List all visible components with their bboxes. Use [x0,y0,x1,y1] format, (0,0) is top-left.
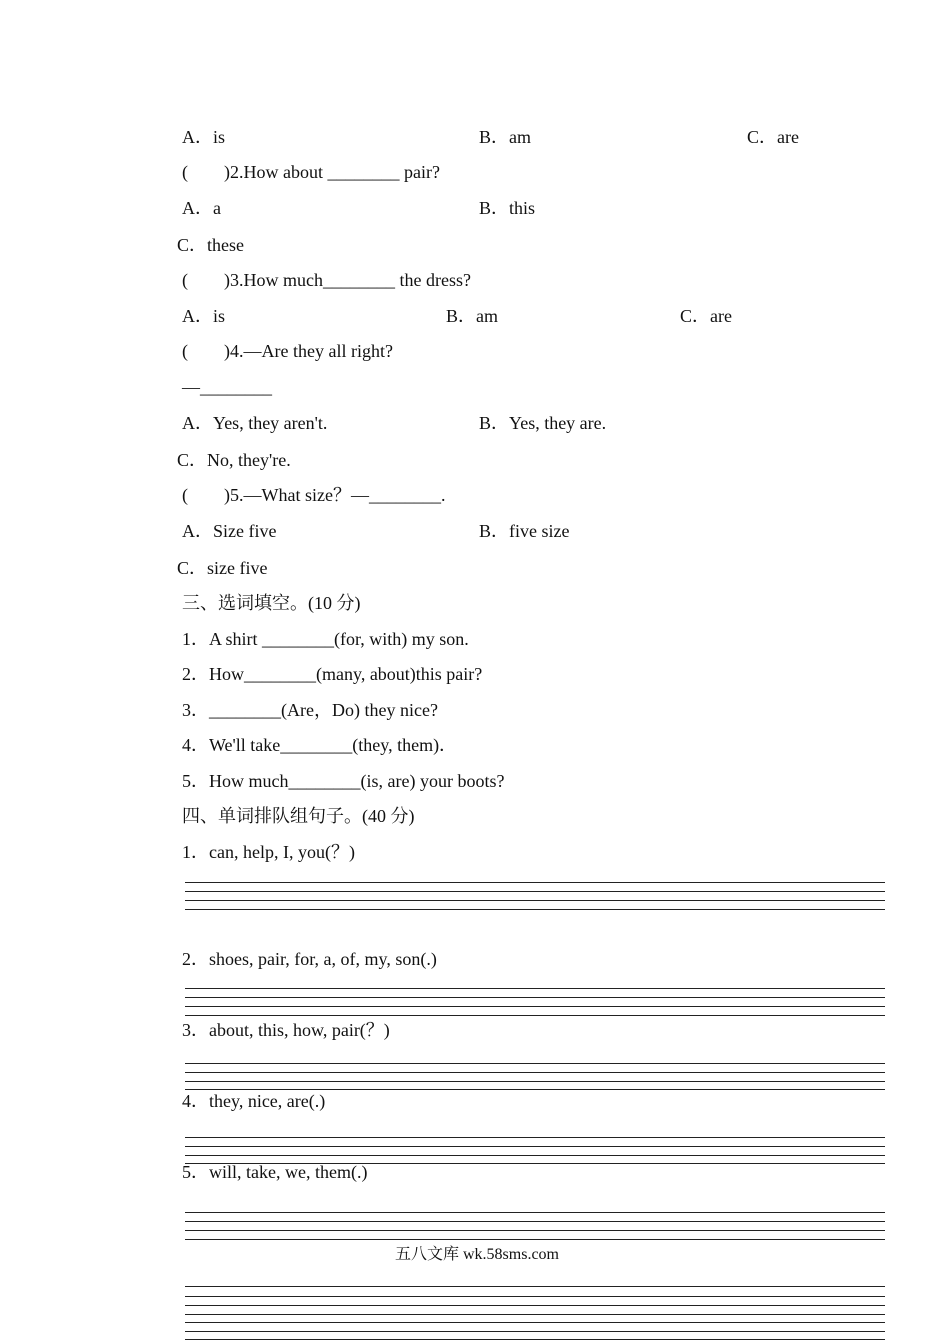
answer-line [185,1286,885,1287]
answer-line [185,891,885,892]
q5-option-b: B．five size [479,521,570,541]
section3-item: 4．We'll take________(they, them)． [182,735,458,755]
q3-stem: ( )3.How much________ the dress? [182,270,471,290]
answer-line [185,1006,885,1007]
section4-item: 1．can, help, I, you(？) [182,842,355,862]
answer-line [185,1314,885,1315]
answer-line [185,1296,885,1297]
q4-option-b: B．Yes, they are. [479,413,607,433]
q1-option-a: A．is [182,127,226,147]
q4-option-c: C．No, they're. [177,450,291,470]
section4-title: 四、单词排队组句子。(40 分) [182,806,415,826]
q1-option-b: B．am [479,127,531,147]
q3-option-b: B．am [446,306,498,326]
answer-line [185,1305,885,1306]
section4-item: 3．about, this, how, pair(？) [182,1020,390,1040]
section4-item: 2．shoes, pair, for, a, of, my, son(.) [182,949,437,969]
q3-option-a: A．is [182,306,226,326]
answer-line [185,900,885,901]
answer-line [185,1339,885,1340]
section3-item: 3．________(Are，Do) they nice? [182,700,438,720]
answer-line [185,1221,885,1222]
footer-source: 五八文库 wk.58sms.com [395,1246,560,1263]
q2-option-b: B．this [479,198,536,218]
q1-option-c: C．are [747,127,799,147]
answer-line [185,1212,885,1213]
q5-option-a: A．Size five [182,521,277,541]
section3-item: 2．How________(many, about)this pair? [182,664,483,684]
answer-line [185,1081,885,1082]
q4-option-a: A．Yes, they aren't. [182,413,328,433]
section4-item: 4．they, nice, are(.) [182,1091,326,1111]
answer-line [185,997,885,998]
q2-option-c: C．these [177,235,244,255]
answer-line [185,1072,885,1073]
answer-line [185,1230,885,1231]
answer-line [185,1331,885,1332]
answer-line [185,1015,885,1016]
section3-title: 三、选词填空。(10 分) [182,593,361,613]
answer-line [185,882,885,883]
section3-item: 5．How much________(is, are) your boots? [182,771,505,791]
answer-line [185,909,885,910]
answer-line [185,1146,885,1147]
q2-option-a: A．a [182,198,221,218]
answer-line [185,1137,885,1138]
answer-line [185,1322,885,1323]
section3-item: 1．A shirt ________(for, with) my son. [182,629,469,649]
q4-stem: ( )4.—Are they all right? [182,341,393,361]
q3-option-c: C．are [680,306,732,326]
q5-stem: ( )5.—What size？—________. [182,485,446,505]
answer-line [185,1155,885,1156]
q5-option-c: C．size five [177,558,268,578]
section4-item: 5．will, take, we, them(.) [182,1162,368,1182]
answer-line [185,1063,885,1064]
answer-line [185,1239,885,1240]
answer-line [185,988,885,989]
q2-stem: ( )2.How about ________ pair? [182,162,440,182]
q4-answer-line: —________ [182,377,272,397]
